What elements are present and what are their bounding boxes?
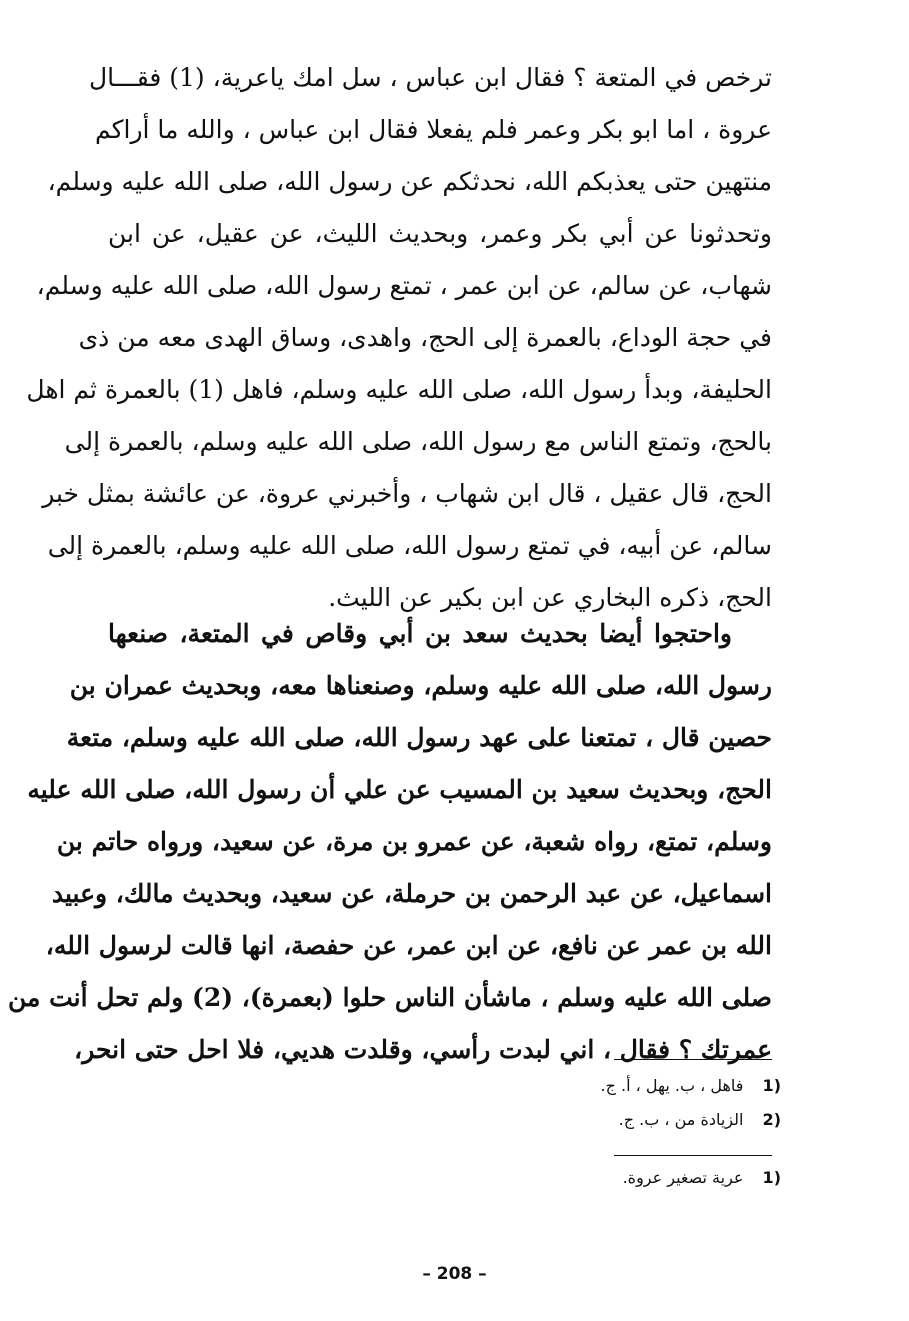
text-line: الحليفة، وبدأ رسول الله، صلى الله عليه وسلم، فاهل (1) بالعمرة ثم اهل xyxy=(26,375,772,404)
footnote-number: (1 xyxy=(762,1168,781,1187)
text-line: عمرتك ؟ فقال ، اني لبدت رأسي، وقلدت هديي، فلا احل حتى انحر، xyxy=(74,1035,772,1064)
footnote xyxy=(600,1074,781,1098)
footnote xyxy=(623,1166,781,1190)
footnote-text: فاهل ، ب. يهل ، أ. ج. xyxy=(600,1076,744,1095)
text-line: عروة ، اما ابو بكر وعمر فلم يفعلا فقال ابن عباس ، والله ما أراكم xyxy=(94,115,772,144)
text-line: الحج، وبحديث سعيد بن المسيب عن علي أن رسول الله، صلى الله عليه xyxy=(27,775,772,804)
footnote-number: (2 xyxy=(762,1110,781,1129)
text-line: حصين قال ، تمتعنا على عهد رسول الله، صلى الله عليه وسلم، متعة xyxy=(66,723,772,752)
text-line: اسماعيل، عن عبد الرحمن بن حرملة، عن سعيد، وبحديث مالك، وعبيد xyxy=(51,879,772,908)
text-line: الحج، قال عقيل ، قال ابن شهاب ، وأخبرني عروة، عن عائشة بمثل خبر xyxy=(42,479,772,508)
text-line: شهاب، عن سالم، عن ابن عمر ، تمتع رسول الله، صلى الله عليه وسلم، xyxy=(36,271,772,300)
paragraph-1 xyxy=(26,52,772,624)
text-line: صلى الله عليه وسلم ، ماشأن الناس حلوا (بعمرة)، (2) ولم تحل أنت من xyxy=(7,983,772,1012)
footnote-separator xyxy=(614,1155,772,1156)
text-line: الحج، ذكره البخاري عن ابن بكير عن الليث. xyxy=(328,583,772,612)
paragraph-2 xyxy=(7,608,772,1076)
footnote-separator xyxy=(614,1059,772,1060)
text-line: وسلم، تمتع، رواه شعبة، عن عمرو بن مرة، عن سعيد، ورواه حاتم بن xyxy=(56,827,772,856)
text-line: رسول الله، صلى الله عليه وسلم، وصنعناها معه، وبحديث عمران بن xyxy=(69,671,772,700)
page-number: – 208 – xyxy=(422,1264,487,1284)
text-line: ترخص في المتعة ؟ فقال ابن عباس ، سل امك ياعرية، (1) فقـــال xyxy=(88,63,772,92)
text-line: واحتجوا أيضا بحديث سعد بن أبي وقاص في المتعة، صنعها xyxy=(108,619,732,648)
text-line: في حجة الوداع، بالعمرة إلى الحج، واهدى، وساق الهدى معه من ذى xyxy=(78,323,772,352)
footnote-number: (1 xyxy=(762,1076,781,1095)
footnote-text: الزيادة من ، ب. ج. xyxy=(618,1110,744,1129)
text-line: منتهين حتى يعذبكم الله، نحدثكم عن رسول الله، صلى الله عليه وسلم، xyxy=(47,167,772,196)
text-line: وتحدثونا عن أبي بكر وعمر، وبحديث الليث، عن عقيل، عن ابن xyxy=(108,219,772,248)
footnote-text: عرية تصغير عروة. xyxy=(622,1168,744,1187)
text-line: سالم، عن أبيه، في تمتع رسول الله، صلى الله عليه وسلم، بالعمرة إلى xyxy=(47,531,772,560)
text-line: بالحج، وتمتع الناس مع رسول الله، صلى الله عليه وسلم، بالعمرة إلى xyxy=(64,427,772,456)
footnote xyxy=(619,1108,781,1132)
text-line: الله بن عمر عن نافع، عن ابن عمر، عن حفصة، انها قالت لرسول الله، xyxy=(45,931,772,960)
